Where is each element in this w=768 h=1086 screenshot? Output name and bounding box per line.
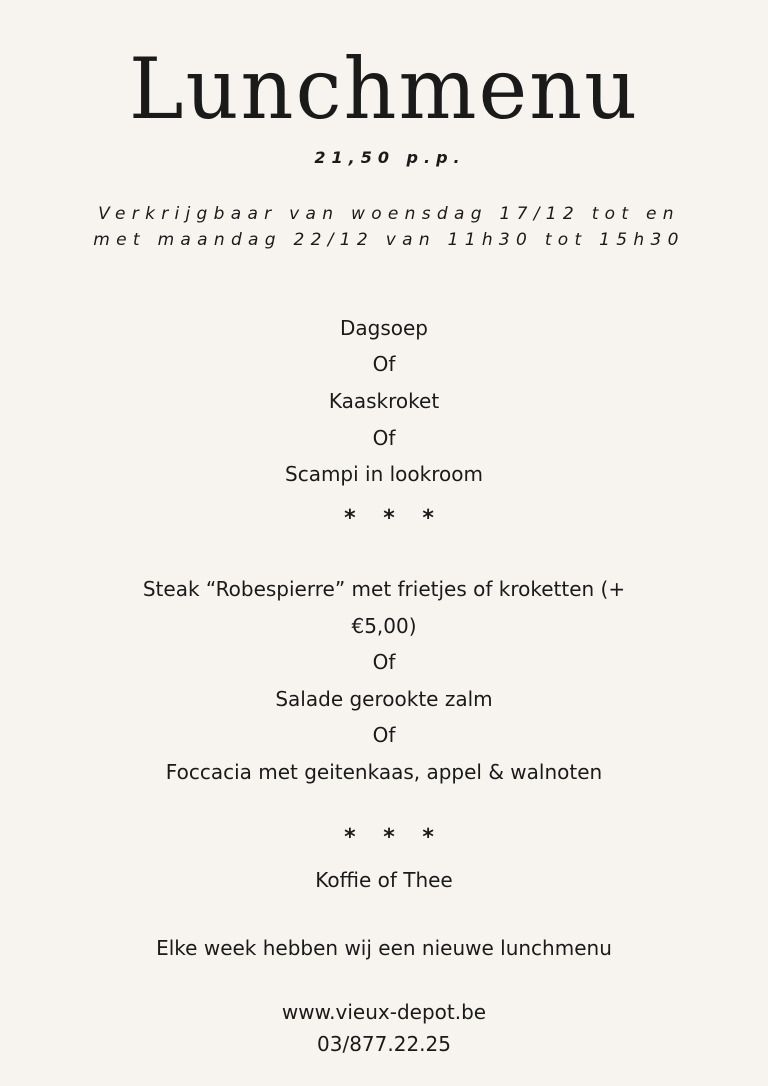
or-label: Of [372,352,396,376]
dessert-coffee-tea: Koffie of Thee [315,868,453,892]
or-label: Of [372,723,396,747]
starter-cheese-croquette: Kaaskroket [328,389,440,413]
main-focaccia: Foccacia met geitenkaas, appel & walnoten [165,760,603,784]
page-title: Lunchmenu [128,40,640,138]
main-steak-line-1: Steak “Robespierre” met frietjes of kroketten (+ [142,577,626,601]
weekly-note: Elke week hebben wij een nieuwe lunchmenu [156,936,612,960]
starter-scampi: Scampi in lookroom [285,462,483,486]
main-steak-line-2: €5,00) [351,614,417,638]
menu-price: 21,50 p.p. [314,148,466,167]
or-label: Of [372,426,396,450]
main-salmon-salad: Salade gerookte zalm [275,687,493,711]
availability-line-1: Verkrijgbaar van woensdag 17/12 tot en [98,204,680,224]
starter-soup: Dagsoep [339,316,428,340]
or-label: Of [372,650,396,674]
course-separator: * * * [344,825,444,850]
website-link[interactable]: www.vieux-depot.be [281,1000,487,1024]
availability-line-2: met maandag 22/12 van 11h30 tot 15h30 [93,230,685,250]
course-separator: * * * [344,506,444,531]
phone-number[interactable]: 03/877.22.25 [317,1032,451,1056]
